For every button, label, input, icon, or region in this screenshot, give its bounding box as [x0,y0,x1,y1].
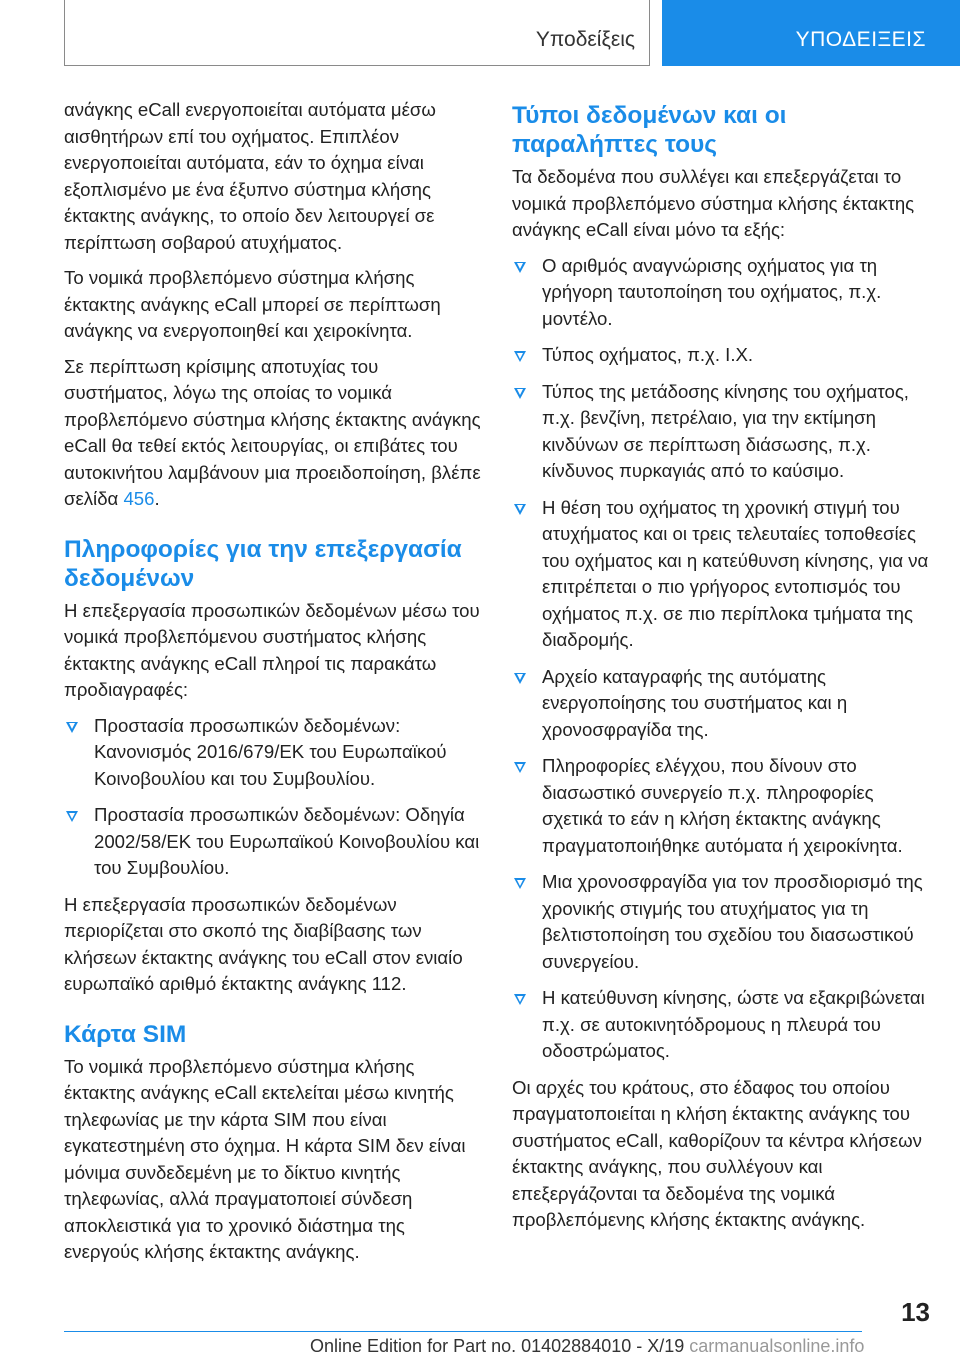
list-item [512,985,932,1065]
list-item [512,495,932,654]
list-item [512,664,932,744]
bullet-list [512,253,932,1065]
list-item [512,253,932,333]
list-item [512,753,932,859]
list-item [512,869,932,975]
header-chapter: Υποδείξεις [535,28,635,51]
footer-watermark: carmanualsonline.info [689,1336,865,1356]
paragraph: Τα δεδομένα που συλλέγει και επεξεργάζεται το νομικά προβλεπόμενο σύστημα κλήσης έκτακτης ανάγκης eCall είναι μόνο τα εξής: [512,166,915,240]
list-item-text: Ο αριθμός αναγνώρισης οχήματος για τη γρήγορη ταυτοποίηση του οχήματος, π.χ. μοντέλο. [542,254,882,329]
list-item-text: Η κατεύθυνση κίνησης, ώστε να εξακριβώνεται π.χ. σε αυτοκινητόδρομους η πλευρά του οδοστρώματος. [542,987,925,1061]
bullet-triangle-icon [514,262,526,273]
footer-divider [64,1331,862,1332]
bullet-triangle-icon [66,722,78,733]
paragraph: Το νομικά προβλεπόμενο σύστημα κλήσης έκτακτης ανάγκης eCall μπορεί σε περίπτωση ανάγκης να ενεργοποιηθεί και χειροκίνητα. [64,267,441,341]
list-item-text: Προστασία προσωπικών δεδομένων: Οδηγία 2002/58/ΕΚ του Ευρωπαϊκού Κοινοβουλίου και του Συμβουλίου. [94,804,480,878]
left-column [64,97,484,1275]
heading-sim-card: Κάρτα SIM [64,1020,187,1048]
list-item-text: Προστασία προσωπικών δεδομένων: Κανονισμός 2016/679/ΕΚ του Ευρωπαϊκού Κοινοβουλίου και του Συμβουλίου. [94,714,447,789]
header-section-tab [662,0,960,66]
paragraph-text: . [154,488,160,509]
bullet-triangle-icon [514,388,526,399]
list-item-text: Τύπος της μετάδοσης κίνησης του οχήματος, π.χ. βενζίνη, πετρέλαιο, για την εκτίμηση κινδύνων σε περίπτωση διάσωσης, π.χ. κίνδυνος πυρκαγιάς από το καύσιμο. [542,380,909,481]
list-item [64,802,484,882]
list-item [512,342,932,369]
heading-data-processing: Πληροφορίες για την επεξεργασία δεδομένων [64,535,462,592]
bullet-triangle-icon [66,811,78,822]
bullet-triangle-icon [514,504,526,515]
paragraph-text: Σε περίπτωση κρίσιμης αποτυχίας του συστήματος, λόγω της οποίας το νομικά προβλεπόμενο σύστημα κλήσης έκτακτης ανάγκης eCall θα τεθεί εκτός λειτουργίας, οι επιβάτες του αυτοκινήτου λαμβάνουν μια προειδοποίηση, βλέπε σελίδα [64,355,481,509]
list-item [512,379,932,485]
footer-edition-line [310,1336,864,1357]
bullet-triangle-icon [514,762,526,773]
bullet-triangle-icon [514,994,526,1005]
list-item-text: Η θέση του οχήματος τη χρονική στιγμή του ατυχήματος και οι τρεις τελευταίες τοποθεσίες του οχήματος και η κατεύθυνση κίνησης, για να επιτρέπεται ο πιο γρήγορος εντοπισμός του οχήματος π.χ. σε πιο περίπλοκα τμήματα της διαδρομής. [542,496,929,650]
bullet-triangle-icon [514,351,526,362]
paragraph: ανάγκης eCall ενεργοποιείται αυτόματα μέσω αισθητήρων επί του οχήματος. Επιπλέον ενεργοποιείται αυτόματα, εάν το όχημα είναι εξοπλισμένο με ένα έξυπνο σύστημα κλήσης έκτακτης ανάγκης, το οποίο δεν λειτουργεί σε περίπτωση σοβαρού ατυχήματος. [64,99,436,253]
paragraph: Οι αρχές του κράτους, στο έδαφος του οποίου πραγματοποιείται η κλήση έκτακτης ανάγκης του συστήματος eCall, καθορίζουν τα κέντρα κλήσεων έκτακτης ανάγκης, που συλλέγουν και επεξεργάζονται τα δεδομένα της νομικά προβλεπόμενης κλήσης έκτακτης ανάγκης. [512,1076,922,1230]
paragraph: Το νομικά προβλεπόμενο σύστημα κλήσης έκτακτης ανάγκης eCall εκτελείται μέσω κινητής τηλεφωνίας με την κάρτα SIM που είναι εγκατεστημένη στο όχημα. Η κάρτα SIM δεν είναι μόνιμα συνδεδεμένη με το δίκτυο κινητής τηλεφωνίας, αλλά πραγματοποιεί σύνδεση αποκλειστικά για το χρονικό διάστημα της ενεργούς κλήσης έκτακτης ανάγκης. [64,1055,466,1262]
paragraph [64,354,484,513]
heading-data-types: Τύποι δεδομένων και οι παραλήπτες τους [512,102,787,158]
list-item-text: Πληροφορίες ελέγχου, που δίνουν στο διασωστικό συνεργείο π.χ. πληροφορίες σχετικά το εάν η κλήση έκτακτης ανάγκης πραγματοποιήθηκε αυτόματα ή χειροκίνητα. [542,755,903,856]
bullet-triangle-icon [514,878,526,889]
list-item-text: Αρχείο καταγραφής της αυτόματης ενεργοποίησης του συστήματος και η χρονοσφραγίδα της. [542,665,848,740]
page-number: 13 [901,1297,930,1327]
bullet-list [64,713,484,882]
paragraph: Η επεξεργασία προσωπικών δεδομένων μέσω του νομικά προβλεπόμενου συστήματος κλήσης έκτακτης ανάγκης eCall πληροί τις παρακάτω προδιαγραφές: [64,599,480,700]
list-item [64,713,484,793]
header-chapter-box [64,0,650,66]
header-section: ΥΠΟΔΕΙΞΕΙΣ [795,28,926,51]
footer-edition: Online Edition for Part no. 01402884010 - X/19 [310,1336,685,1356]
bullet-triangle-icon [514,673,526,684]
list-item-text: Τύπος οχήματος, π.χ. Ι.Χ. [542,344,754,365]
right-column [512,97,932,1243]
paragraph: Η επεξεργασία προσωπικών δεδομένων περιορίζεται στο σκοπό της διαβίβασης των κλήσεων έκτακτης ανάγκης του eCall στον ενιαίο ευρωπαϊκό αριθμό έκτακτης ανάγκης 112. [64,893,463,994]
page-reference-link[interactable]: 456 [123,488,155,509]
list-item-text: Μια χρονοσφραγίδα για τον προσδιορισμό της χρονικής στιγμής του ατυχήματος για τη βελτιστοποίηση του σχεδίου του διασωστικού συνεργείου. [542,871,923,972]
